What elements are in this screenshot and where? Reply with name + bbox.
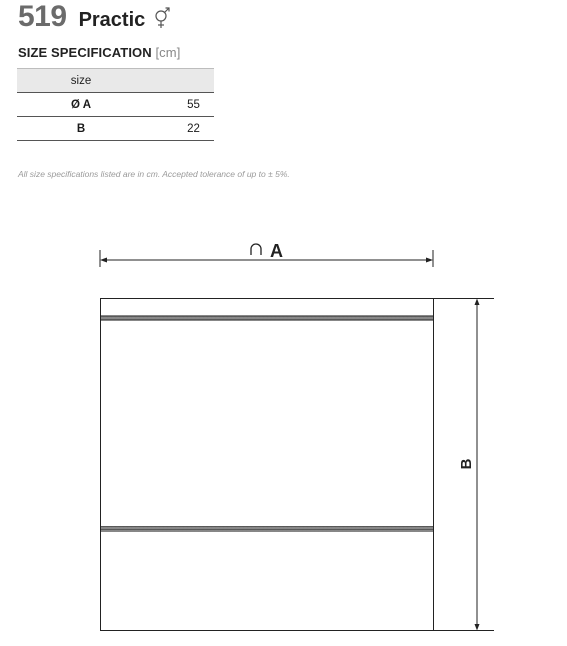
row-label: Ø A (17, 93, 145, 117)
garment-outline (101, 299, 434, 631)
spec-title-text: SIZE SPECIFICATION (18, 45, 152, 60)
stitch-line-top (101, 315, 433, 321)
label-b: B (458, 458, 475, 470)
product-name: Practic (78, 9, 146, 31)
label-a: A (270, 241, 283, 261)
dimension-b (433, 299, 494, 631)
row-label: B (17, 117, 145, 141)
row-value: 55 (145, 93, 214, 117)
spec-unit: [cm] (155, 45, 181, 60)
tolerance-note: All size specifications listed are in cm. Accepted tolerance of up to ± 5%. (18, 169, 290, 179)
header-size: size (17, 69, 145, 93)
circumference-icon (251, 244, 261, 255)
stitch-line-bottom (101, 526, 433, 532)
product-code: 519 (18, 0, 67, 33)
row-value: 22 (145, 117, 214, 141)
dimension-a (100, 241, 433, 267)
